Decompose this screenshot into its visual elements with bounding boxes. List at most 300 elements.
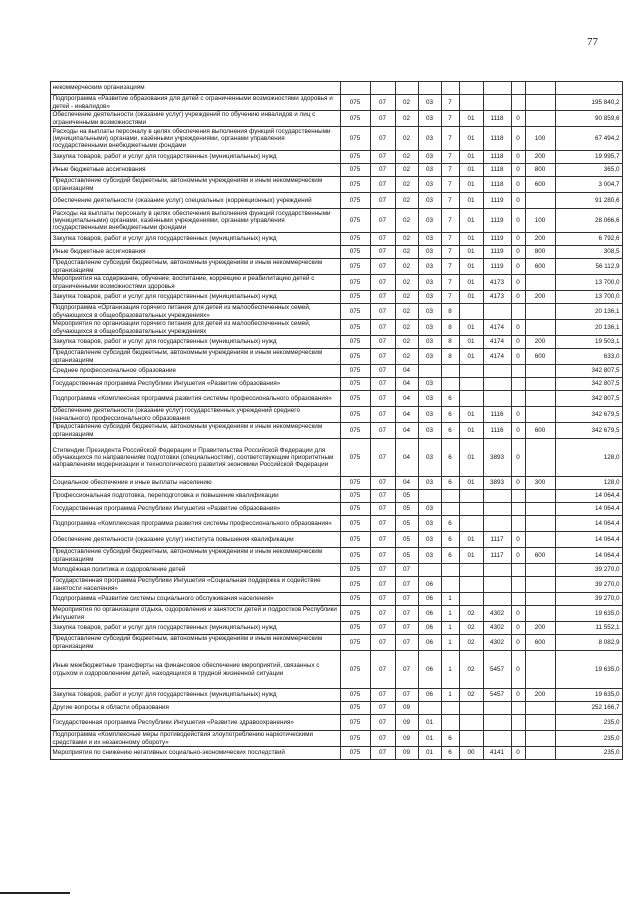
section-code-cell: 07 <box>370 111 395 127</box>
event-code-cell: 01 <box>459 439 483 477</box>
subsection-code-cell: 05 <box>395 490 418 503</box>
expense-name-cell: Молодёжная политика и оздоровление детей <box>50 564 340 577</box>
subsection-code-cell: 02 <box>395 246 418 259</box>
expense-type-code-cell: 600 <box>525 635 555 651</box>
variant-code-cell: 0 <box>511 689 525 702</box>
program-code-cell: 03 <box>418 193 441 209</box>
row-margin <box>28 365 50 378</box>
subprogram-code-cell: 1 <box>441 606 459 622</box>
row-margin <box>28 439 50 477</box>
program-code-cell: 01 <box>418 731 441 747</box>
table-row <box>28 127 622 151</box>
variant-code-cell <box>511 593 525 606</box>
department-code-cell: 075 <box>340 95 370 111</box>
variant-code-cell: 0 <box>511 291 525 304</box>
event-code-cell <box>459 365 483 378</box>
table-row <box>28 164 622 177</box>
program-code-cell: 03 <box>418 407 441 423</box>
row-margin <box>28 275 50 291</box>
program-code-cell: 06 <box>418 651 441 689</box>
subsection-code-cell: 02 <box>395 164 418 177</box>
amount-cell: 342 679,5 <box>555 407 622 423</box>
department-code-cell: 075 <box>340 336 370 349</box>
program-code-cell <box>418 490 441 503</box>
subsection-code-cell: 04 <box>395 407 418 423</box>
program-code-cell: 03 <box>418 423 441 439</box>
program-code-cell: 01 <box>418 747 441 760</box>
subprogram-code-cell <box>441 378 459 391</box>
section-code-cell: 07 <box>370 702 395 715</box>
program-code-cell: 03 <box>418 391 441 407</box>
department-code-cell: 075 <box>340 635 370 651</box>
amount-cell: 14 064,4 <box>555 516 622 532</box>
event-code-cell: 02 <box>459 622 483 635</box>
expense-type-code-cell <box>525 193 555 209</box>
variant-code-cell: 0 <box>511 407 525 423</box>
event-code-cell <box>459 715 483 731</box>
department-code-cell: 075 <box>340 439 370 477</box>
expense-name-cell: Государственная программа Республики Ингушетия «Развитие образования» <box>50 378 340 391</box>
table-row <box>28 259 622 275</box>
program-code-cell: 03 <box>418 111 441 127</box>
variant-code-cell: 0 <box>511 164 525 177</box>
table-row <box>28 246 622 259</box>
section-code-cell <box>370 82 395 95</box>
subprogram-code-cell: 1 <box>441 689 459 702</box>
subprogram-code-cell: 1 <box>441 651 459 689</box>
department-code-cell: 075 <box>340 378 370 391</box>
table-row <box>28 747 622 760</box>
subprogram-code-cell <box>441 715 459 731</box>
program-code-cell: 01 <box>418 715 441 731</box>
row-margin <box>28 548 50 564</box>
direction-code-cell: 1118 <box>483 111 511 127</box>
table-row <box>28 548 622 564</box>
program-code-cell <box>418 82 441 95</box>
direction-code-cell: 4173 <box>483 275 511 291</box>
subsection-code-cell: 04 <box>395 439 418 477</box>
amount-cell: 14 064,4 <box>555 548 622 564</box>
amount-cell: 342 679,5 <box>555 423 622 439</box>
event-code-cell: 01 <box>459 246 483 259</box>
subprogram-code-cell: 8 <box>441 349 459 365</box>
direction-code-cell: 1117 <box>483 548 511 564</box>
expense-name-cell: Закупка товаров, работ и услуг для государственных (муниципальных) нужд <box>50 689 340 702</box>
direction-code-cell: 4302 <box>483 606 511 622</box>
section-code-cell: 07 <box>370 490 395 503</box>
table-row <box>28 95 622 111</box>
subprogram-code-cell <box>441 82 459 95</box>
program-code-cell: 03 <box>418 233 441 246</box>
subsection-code-cell: 09 <box>395 702 418 715</box>
subsection-code-cell: 02 <box>395 320 418 336</box>
row-margin <box>28 564 50 577</box>
section-code-cell: 07 <box>370 336 395 349</box>
expense-name-cell: Обеспечение деятельности (оказание услуг) института повышения квалификации <box>50 532 340 548</box>
expense-type-code-cell <box>525 304 555 320</box>
program-code-cell: 03 <box>418 127 441 151</box>
amount-cell: 235,0 <box>555 731 622 747</box>
section-code-cell: 07 <box>370 193 395 209</box>
expense-name-cell: Государственная программа Республики Ингушетия «Социальная поддержка и содействие занятости населения» <box>50 577 340 593</box>
direction-code-cell: 5457 <box>483 689 511 702</box>
expense-name-cell: Закупка товаров, работ и услуг для государственных (муниципальных) нужд <box>50 336 340 349</box>
subprogram-code-cell: 7 <box>441 246 459 259</box>
event-code-cell: 01 <box>459 209 483 233</box>
subsection-code-cell: 07 <box>395 635 418 651</box>
expense-type-code-cell <box>525 490 555 503</box>
program-code-cell: 03 <box>418 164 441 177</box>
amount-cell: 252 166,7 <box>555 702 622 715</box>
subsection-code-cell: 07 <box>395 689 418 702</box>
variant-code-cell <box>511 378 525 391</box>
row-margin <box>28 577 50 593</box>
section-code-cell: 07 <box>370 291 395 304</box>
subsection-code-cell: 09 <box>395 731 418 747</box>
event-code-cell: 02 <box>459 689 483 702</box>
amount-cell: 19 635,0 <box>555 651 622 689</box>
expense-type-code-cell: 600 <box>525 349 555 365</box>
expense-name-cell: Государственная программа Республики Ингушетия «Развитие образования» <box>50 503 340 516</box>
department-code-cell: 075 <box>340 702 370 715</box>
amount-cell: 90 859,6 <box>555 111 622 127</box>
subsection-code-cell: 09 <box>395 715 418 731</box>
table-row <box>28 349 622 365</box>
expense-type-code-cell: 100 <box>525 127 555 151</box>
subsection-code-cell: 04 <box>395 423 418 439</box>
row-margin <box>28 291 50 304</box>
section-code-cell: 07 <box>370 635 395 651</box>
program-code-cell <box>418 564 441 577</box>
event-code-cell <box>459 378 483 391</box>
section-code-cell: 07 <box>370 423 395 439</box>
row-margin <box>28 177 50 193</box>
subprogram-code-cell: 6 <box>441 423 459 439</box>
variant-code-cell: 0 <box>511 336 525 349</box>
page-number: 77 <box>587 36 598 48</box>
amount-cell: 11 552,1 <box>555 622 622 635</box>
direction-code-cell: 4174 <box>483 320 511 336</box>
table-row <box>28 320 622 336</box>
amount-cell: 19 995,7 <box>555 151 622 164</box>
row-margin <box>28 622 50 635</box>
direction-code-cell <box>483 82 511 95</box>
expense-name-cell: Иные бюджетные ассигнования <box>50 164 340 177</box>
event-code-cell: 01 <box>459 532 483 548</box>
row-margin <box>28 532 50 548</box>
expense-name-cell: Подпрограмма «Развитие системы социального обслуживания населения» <box>50 593 340 606</box>
variant-code-cell: 0 <box>511 320 525 336</box>
direction-code-cell: 1118 <box>483 164 511 177</box>
variant-code-cell <box>511 365 525 378</box>
table-row <box>28 564 622 577</box>
subsection-code-cell: 07 <box>395 606 418 622</box>
variant-code-cell: 0 <box>511 423 525 439</box>
direction-code-cell: 1119 <box>483 259 511 275</box>
table-row <box>28 365 622 378</box>
department-code-cell: 075 <box>340 747 370 760</box>
section-code-cell: 07 <box>370 407 395 423</box>
subprogram-code-cell: 7 <box>441 164 459 177</box>
direction-code-cell <box>483 593 511 606</box>
direction-code-cell: 1117 <box>483 532 511 548</box>
table-row <box>28 193 622 209</box>
program-code-cell: 03 <box>418 291 441 304</box>
department-code-cell: 075 <box>340 516 370 532</box>
department-code-cell: 075 <box>340 177 370 193</box>
event-code-cell: 00 <box>459 747 483 760</box>
expense-type-code-cell <box>525 503 555 516</box>
expense-name-cell: Предоставление субсидий бюджетным, автономным учреждениям и иным некоммерческим организациям <box>50 635 340 651</box>
variant-code-cell <box>511 304 525 320</box>
amount-cell: 3 004,7 <box>555 177 622 193</box>
direction-code-cell: 1119 <box>483 209 511 233</box>
subsection-code-cell: 02 <box>395 349 418 365</box>
variant-code-cell: 0 <box>511 548 525 564</box>
section-code-cell: 07 <box>370 593 395 606</box>
amount-cell: 39 270,0 <box>555 564 622 577</box>
variant-code-cell: 0 <box>511 532 525 548</box>
section-code-cell: 07 <box>370 304 395 320</box>
row-margin <box>28 702 50 715</box>
direction-code-cell: 1116 <box>483 423 511 439</box>
row-margin <box>28 111 50 127</box>
department-code-cell: 075 <box>340 320 370 336</box>
amount-cell: 39 270,0 <box>555 593 622 606</box>
table-row <box>28 111 622 127</box>
expense-type-code-cell <box>525 391 555 407</box>
variant-code-cell <box>511 516 525 532</box>
variant-code-cell: 0 <box>511 622 525 635</box>
section-code-cell: 07 <box>370 378 395 391</box>
subprogram-code-cell: 7 <box>441 127 459 151</box>
program-code-cell: 06 <box>418 593 441 606</box>
subsection-code-cell: 04 <box>395 391 418 407</box>
variant-code-cell: 0 <box>511 349 525 365</box>
event-code-cell: 01 <box>459 407 483 423</box>
direction-code-cell: 1116 <box>483 407 511 423</box>
subsection-code-cell: 07 <box>395 593 418 606</box>
amount-cell: 19 635,0 <box>555 606 622 622</box>
subsection-code-cell: 07 <box>395 577 418 593</box>
department-code-cell: 075 <box>340 209 370 233</box>
row-margin <box>28 151 50 164</box>
direction-code-cell: 3893 <box>483 477 511 490</box>
event-code-cell: 01 <box>459 193 483 209</box>
direction-code-cell: 4174 <box>483 336 511 349</box>
subsection-code-cell: 02 <box>395 259 418 275</box>
subsection-code-cell: 07 <box>395 651 418 689</box>
direction-code-cell <box>483 95 511 111</box>
department-code-cell: 075 <box>340 715 370 731</box>
expense-type-code-cell: 200 <box>525 233 555 246</box>
table-row <box>28 439 622 477</box>
table-row <box>28 82 622 95</box>
direction-code-cell: 4302 <box>483 622 511 635</box>
expense-type-code-cell: 600 <box>525 177 555 193</box>
event-code-cell: 01 <box>459 336 483 349</box>
subsection-code-cell: 04 <box>395 477 418 490</box>
expense-type-code-cell <box>525 731 555 747</box>
expense-name-cell: Закупка товаров, работ и услуг для государственных (муниципальных) нужд <box>50 233 340 246</box>
direction-code-cell: 1118 <box>483 127 511 151</box>
expense-name-cell: Социальное обеспечение и иные выплаты населению <box>50 477 340 490</box>
subprogram-code-cell: 6 <box>441 407 459 423</box>
direction-code-cell: 1119 <box>483 233 511 246</box>
table-row <box>28 702 622 715</box>
department-code-cell: 075 <box>340 365 370 378</box>
expense-name-cell: Обеспечение деятельности (оказание услуг) учреждений по обучению инвалидов и лиц с ограниченными возможностями <box>50 111 340 127</box>
subsection-code-cell: 07 <box>395 564 418 577</box>
program-code-cell: 03 <box>418 209 441 233</box>
section-code-cell: 07 <box>370 391 395 407</box>
department-code-cell: 075 <box>340 151 370 164</box>
row-margin <box>28 689 50 702</box>
expense-type-code-cell: 800 <box>525 164 555 177</box>
subsection-code-cell: 02 <box>395 111 418 127</box>
subprogram-code-cell: 8 <box>441 320 459 336</box>
direction-code-cell <box>483 304 511 320</box>
amount-cell: 128,0 <box>555 477 622 490</box>
table-row <box>28 407 622 423</box>
expense-type-code-cell: 600 <box>525 259 555 275</box>
row-margin <box>28 407 50 423</box>
variant-code-cell: 0 <box>511 233 525 246</box>
expense-type-code-cell: 200 <box>525 151 555 164</box>
amount-cell: 8 082,9 <box>555 635 622 651</box>
department-code-cell: 075 <box>340 291 370 304</box>
subprogram-code-cell: 7 <box>441 259 459 275</box>
event-code-cell: 01 <box>459 164 483 177</box>
program-code-cell: 06 <box>418 635 441 651</box>
amount-cell: 19 635,0 <box>555 689 622 702</box>
subprogram-code-cell: 6 <box>441 477 459 490</box>
subprogram-code-cell <box>441 365 459 378</box>
event-code-cell: 01 <box>459 477 483 490</box>
section-code-cell: 07 <box>370 275 395 291</box>
direction-code-cell <box>483 391 511 407</box>
expense-name-cell: Расходы на выплаты персоналу в целях обеспечения выполнения функций государственными (муниципальными) органами, казёнными учреждениями, органами управления государственными внебюджетными фондами <box>50 209 340 233</box>
subprogram-code-cell: 1 <box>441 593 459 606</box>
variant-code-cell: 0 <box>511 439 525 477</box>
subsection-code-cell: 04 <box>395 365 418 378</box>
subprogram-code-cell: 1 <box>441 635 459 651</box>
direction-code-cell: 1118 <box>483 177 511 193</box>
department-code-cell: 075 <box>340 622 370 635</box>
amount-cell: 14 064,4 <box>555 532 622 548</box>
expense-type-code-cell <box>525 95 555 111</box>
table-row <box>28 209 622 233</box>
expense-name-cell: Другие вопросы в области образования <box>50 702 340 715</box>
row-margin <box>28 715 50 731</box>
department-code-cell: 075 <box>340 304 370 320</box>
program-code-cell: 03 <box>418 349 441 365</box>
table-row <box>28 391 622 407</box>
subprogram-code-cell: 7 <box>441 111 459 127</box>
table-row <box>28 233 622 246</box>
variant-code-cell <box>511 503 525 516</box>
section-code-cell: 07 <box>370 209 395 233</box>
department-code-cell: 075 <box>340 548 370 564</box>
section-code-cell: 07 <box>370 164 395 177</box>
subprogram-code-cell <box>441 490 459 503</box>
row-margin <box>28 731 50 747</box>
direction-code-cell <box>483 516 511 532</box>
table-row <box>28 477 622 490</box>
section-code-cell: 07 <box>370 548 395 564</box>
subsection-code-cell: 02 <box>395 275 418 291</box>
amount-cell: 14 064,4 <box>555 490 622 503</box>
event-code-cell <box>459 702 483 715</box>
expense-name-cell: Предоставление субсидий бюджетным, автономным учреждениям и иным некоммерческим организациям <box>50 349 340 365</box>
program-code-cell: 03 <box>418 304 441 320</box>
expense-name-cell: Обеспечение деятельности (оказание услуг) государственных учреждений среднего (начального) профессионального образования <box>50 407 340 423</box>
expense-type-code-cell: 200 <box>525 336 555 349</box>
expense-type-code-cell <box>525 365 555 378</box>
budget-table <box>28 81 623 760</box>
expense-name-cell: Государственная программа Республики Ингушетия «Развитие здравоохранения» <box>50 715 340 731</box>
table-row <box>28 731 622 747</box>
row-margin <box>28 82 50 95</box>
direction-code-cell <box>483 564 511 577</box>
direction-code-cell: 1119 <box>483 193 511 209</box>
program-code-cell: 03 <box>418 275 441 291</box>
subsection-code-cell: 07 <box>395 622 418 635</box>
program-code-cell: 03 <box>418 246 441 259</box>
table-row <box>28 177 622 193</box>
row-margin <box>28 423 50 439</box>
direction-code-cell: 4174 <box>483 349 511 365</box>
department-code-cell: 075 <box>340 593 370 606</box>
table-row <box>28 151 622 164</box>
row-margin <box>28 391 50 407</box>
subprogram-code-cell: 7 <box>441 95 459 111</box>
expense-name-cell: некоммерческим организациям <box>50 82 340 95</box>
direction-code-cell: 4141 <box>483 747 511 760</box>
row-margin <box>28 209 50 233</box>
event-code-cell <box>459 503 483 516</box>
direction-code-cell <box>483 490 511 503</box>
subprogram-code-cell: 6 <box>441 532 459 548</box>
subprogram-code-cell: 6 <box>441 548 459 564</box>
expense-name-cell: Обеспечение деятельности (оказание услуг) специальных (коррекционных) учреждений <box>50 193 340 209</box>
department-code-cell: 075 <box>340 246 370 259</box>
section-code-cell: 07 <box>370 151 395 164</box>
variant-code-cell: 0 <box>511 477 525 490</box>
event-code-cell <box>459 731 483 747</box>
expense-name-cell: Подпрограмма «Комплексная программа развития системы профессионального образования» <box>50 516 340 532</box>
subsection-code-cell: 02 <box>395 127 418 151</box>
direction-code-cell: 1119 <box>483 246 511 259</box>
row-margin <box>28 233 50 246</box>
table-row <box>28 503 622 516</box>
amount-cell: 91 280,6 <box>555 193 622 209</box>
table-row <box>28 291 622 304</box>
bottom-rule <box>0 892 70 894</box>
expense-name-cell: Мероприятия по снижению негативных социально-экономических последствий <box>50 747 340 760</box>
expense-type-code-cell <box>525 564 555 577</box>
expense-type-code-cell <box>525 320 555 336</box>
variant-code-cell: 0 <box>511 193 525 209</box>
row-margin <box>28 593 50 606</box>
subprogram-code-cell: 6 <box>441 391 459 407</box>
program-code-cell: 03 <box>418 151 441 164</box>
row-margin <box>28 503 50 516</box>
expense-name-cell: Предоставление субсидий бюджетным, автономным учреждениям и иным некоммерческим организациям <box>50 177 340 193</box>
expense-type-code-cell <box>525 606 555 622</box>
subsection-code-cell: 02 <box>395 151 418 164</box>
event-code-cell: 01 <box>459 275 483 291</box>
